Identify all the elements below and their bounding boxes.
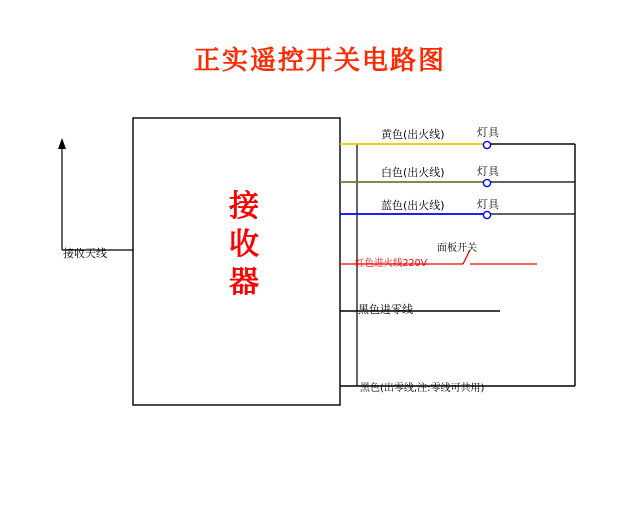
receiver-char-1: 接 (229, 189, 259, 224)
receiver-char-2: 收 (229, 227, 259, 262)
antenna-label: 接收天线 (63, 247, 107, 260)
lamp-node-white-icon (483, 179, 490, 186)
lamp-label-blue: 灯具 (477, 198, 499, 211)
white-live-label: 白色(出火线) (381, 166, 445, 179)
blue-live-label: 蓝色(出火线) (381, 199, 445, 212)
panel-switch-label: 面板开关 (437, 243, 477, 254)
black-neutral-in-label: 黑色进零线 (358, 303, 413, 316)
lamp-label-white: 灯具 (477, 165, 499, 178)
receiver-label (222, 188, 266, 302)
receiver-char-3: 器 (229, 265, 259, 300)
black-neutral-out-label: 黑色(出零线,注:零线可共用) (360, 383, 485, 394)
lamp-label-yellow: 灯具 (477, 126, 499, 139)
antenna-arrow-icon (58, 138, 66, 149)
red-live-in-label: 红色进火线220V (355, 258, 428, 269)
lamp-node-yellow-icon (483, 141, 490, 148)
lamp-node-blue-icon (483, 211, 490, 218)
yellow-live-label: 黄色(出火线) (381, 128, 445, 141)
page-title: 正实遥控开关电路图 (193, 46, 446, 76)
